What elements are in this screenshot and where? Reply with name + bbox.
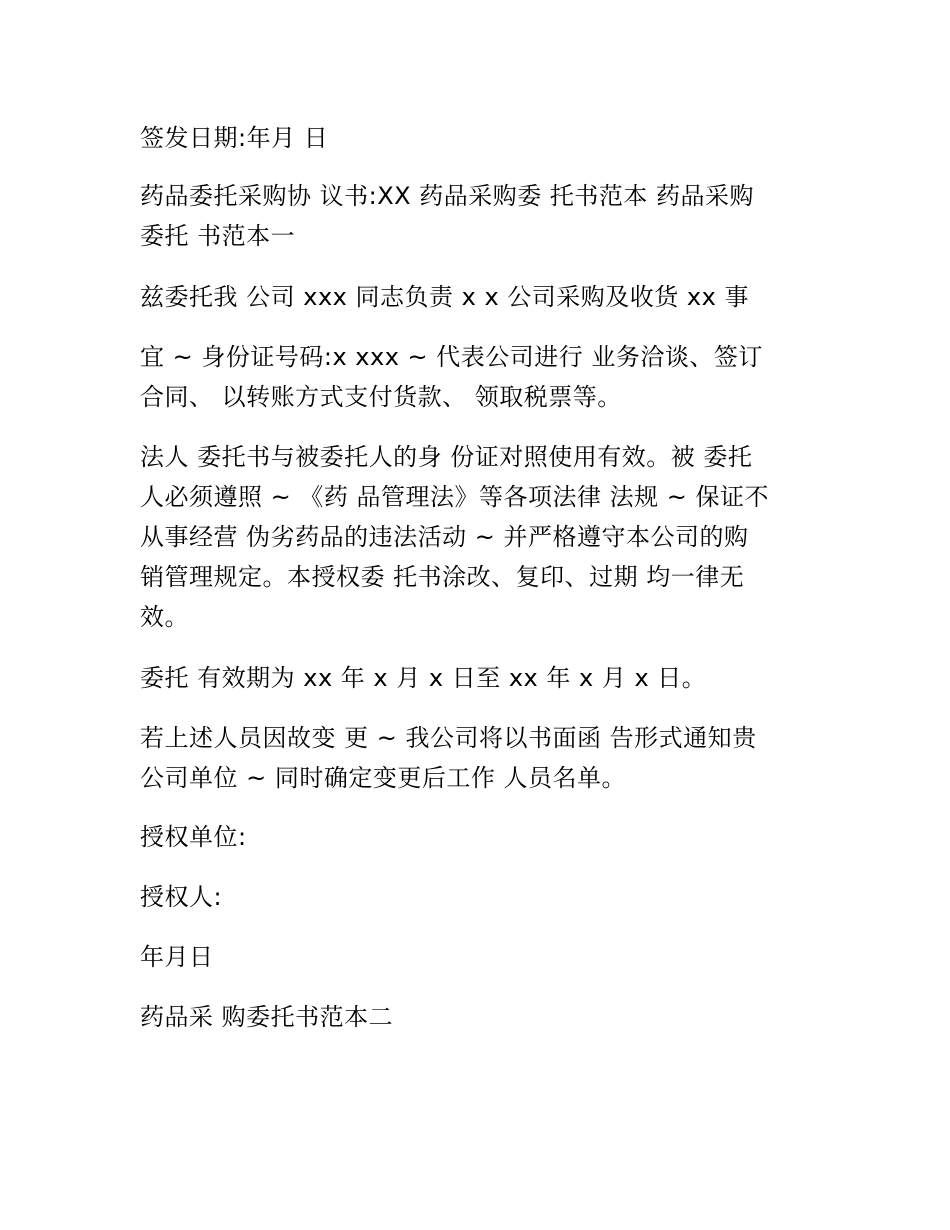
paragraph-line: 若上述人员因故变 更 ~ 我公司将以书面函 告形式通知贵 xyxy=(140,724,757,752)
paragraph-line: 法人 委托书与被委托人的身 份证对照使用有效。被 委托 xyxy=(140,443,753,471)
paragraph-line: 从事经营 伪劣药品的违法活动 ~ 并严格遵守本公司的购 xyxy=(140,523,749,551)
paragraph-line: 合同、 以转账方式支付货款、 领取税票等。 xyxy=(140,383,622,411)
paragraph-line: 宜 ~ 身份证号码:x xxx ~ 代表公司进行 业务洽谈、签订 xyxy=(140,343,763,371)
paragraph-line: 销管理规定。本授权委 托书涂改、复印、过期 均一律无 xyxy=(140,563,745,591)
section-heading: 药品采 购委托书范本二 xyxy=(140,1003,394,1031)
date-line: 年月日 xyxy=(140,943,214,971)
paragraph-line: 人必须遵照 ~ 《药 品管理法》等各项法律 法规 ~ 保证不 xyxy=(140,483,769,511)
validity-line: 委托 有效期为 xx 年 x 月 x 日至 xx 年 x 月 x 日。 xyxy=(140,664,707,692)
paragraph-line: 公司单位 ~ 同时确定变更后工作 人员名单。 xyxy=(140,764,626,792)
authorizer-line: 授权人: xyxy=(140,883,223,911)
paragraph-line: 兹委托我 公司 xxx 同志负责 x x 公司采购及收货 xx 事 xyxy=(140,283,749,311)
title-line-2: 委托 书范本一 xyxy=(140,222,296,250)
title-line-1: 药品委托采购协 议书:XX 药品采购委 托书范本 药品采购 xyxy=(140,182,754,210)
issue-date-line: 签发日期:年月 日 xyxy=(140,124,329,152)
authorizing-unit-line: 授权单位: xyxy=(140,823,247,851)
paragraph-line: 效。 xyxy=(140,603,189,631)
